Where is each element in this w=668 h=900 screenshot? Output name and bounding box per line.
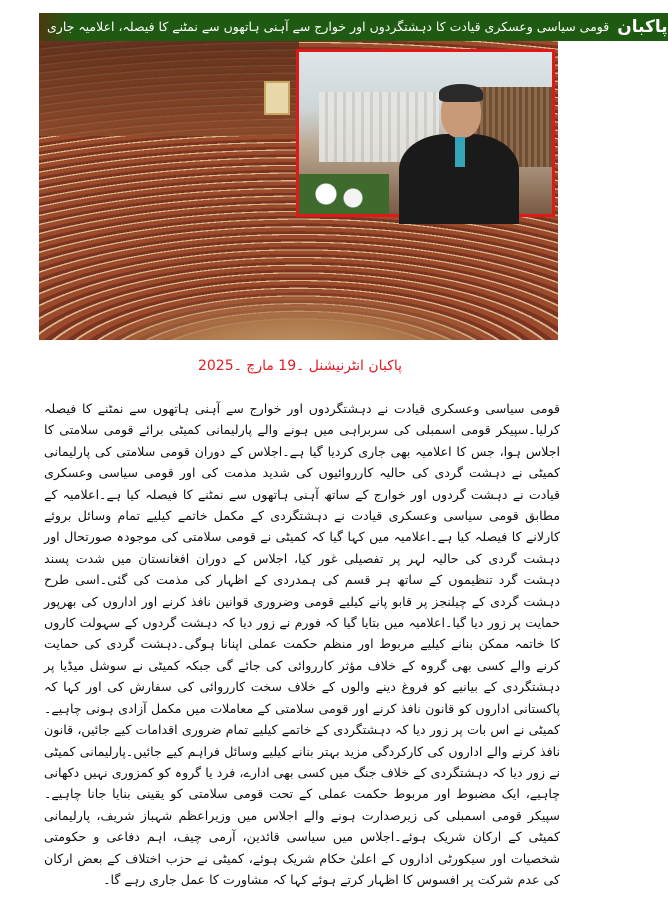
speaker-inset-photo — [296, 49, 555, 217]
brand-logo: پاکبان — [617, 13, 668, 41]
speaker-hair — [439, 84, 483, 102]
news-photo — [39, 41, 558, 340]
article-body: قومی سیاسی وعسکری قیادت نے دہشتگردوں اور خوارج سے آہنی ہاتھوں سے نمٹنے کا فیصلہ کرلیا۔سپیکر قومی اسمبلی کی سربراہی میں ہونے والے پارلیمانی کمیٹی برائے قومی سلامتی کا اجلاس ہوا، جس کا اعلامیہ بھی جاری کردیا گیا ہے۔اجلاس کے دوران قومی سلامتی کی پارلیمانی کمیٹی نے دہشت گردی کی حالیہ کارروائیوں کی شدید مذمت کی اور قومی سیاسی وعسکری قیادت نے دہشت گردوں اور خوارج کے ساتھ آہنی ہاتھوں سے نمٹنے کا فیصلہ کیا ہے۔اعلامیہ کے مطابق قومی سیاسی وعسکری قیادت نے دہشتگردی کے مکمل خاتمے کیلیے تمام وسائل بروئے کارلانے کا فیصلہ کیا ہے۔اعلامیہ میں کہا گیا کہ کمیٹی نے قومی سلامتی کی موجودہ صورتحال اور دہشت گردی کی حالیہ لہر پر تفصیلی غور کیا، اجلاس کے دوران افغانستان میں شدت پسند دہشت گرد تنظیموں کے ساتھ ہر قسم کی ہمدردی کے اظہار کی مذمت کی گئی۔اسی طرح دہشت گردی کے چیلنجز پر قابو پانے کیلیے قومی وضروری قوانین نافذ کرنے اور اداروں کی بھرپور حمایت پر زور دیا گیا۔اعلامیہ میں بتایا گیا کہ فورم نے زور دیا کہ دہشت گردوں کے سہولت کاروں کا خاتمہ ممکن بنانے کیلیے مربوط اور منظم حکمت عملی اپنانا ہوگی۔دہشت گردی کی حمایت کرنے والے کسی بھی گروہ کے خلاف مؤثر کارروائی کی جائے گی جبکہ کمیٹی نے سوشل میڈیا پر دہشتگردی کے بیانیے کو فروغ دینے والوں کے خلاف سخت کارروائی کی سفارش کی اور کہا کہ پاکستانی اداروں کو قانون نافذ کرنے اور قومی سلامتی کے معاملات میں مکمل آزادی ہونی چاہیے۔کمیٹی نے اس بات پر زور دیا کہ دہشتگردی کے خاتمے کیلیے تمام ضروری اقدامات کیے جائیں، قانون نافذ کرنے والے اداروں کی کارکردگی مزید بہتر بنانے کیلیے وسائل فراہم کیے جائیں۔پارلیمانی کمیٹی نے زور دیا کہ دہشتگردی کے خلاف جنگ میں کسی بھی ادارے، فرد یا گروہ کو کمزوری نہیں دکھانی چاہیے، ایک مضبوط اور مربوط حکمت عملی کے تحت قومی سلامتی کو یقینی بنایا جانا چاہیے۔سپیکر قومی اسمبلی کی زیرصدارت ہونے والے اجلاس میں وزیراعظم شہباز شریف، پارلیمانی کمیٹی کے ارکان شریک ہوئے۔اجلاس میں سیاسی قائدین، آرمی چیف، اہم دفاعی و حکومتی شخصیات اور سیکورٹی اداروں کے اعلیٰ حکام شریک ہوئے، کمیٹی نے حزب اختلاف کے بعض ارکان کی عدم شرکت پر افسوس کا اظہار کرتے ہوئے کہا کہ مشاورت کا عمل جاری رہے گا۔ — [44, 401, 560, 887]
chamber-portrait — [264, 81, 290, 115]
inset-flowers — [299, 174, 389, 214]
speaker-tie — [455, 137, 465, 167]
headline-banner — [39, 13, 668, 41]
banner-headline: قومی سیاسی وعسکری قیادت کا دہشتگردوں اور خوارج سے آہنی ہاتھوں سے نمٹنے کا فیصلہ، اعلامیہ جاری — [39, 13, 617, 41]
dateline: پاکبان انٹرنیشنل ۔19 مارچ ۔2025 — [197, 358, 402, 374]
chamber-wall — [39, 41, 299, 136]
speaker-figure — [399, 82, 519, 222]
